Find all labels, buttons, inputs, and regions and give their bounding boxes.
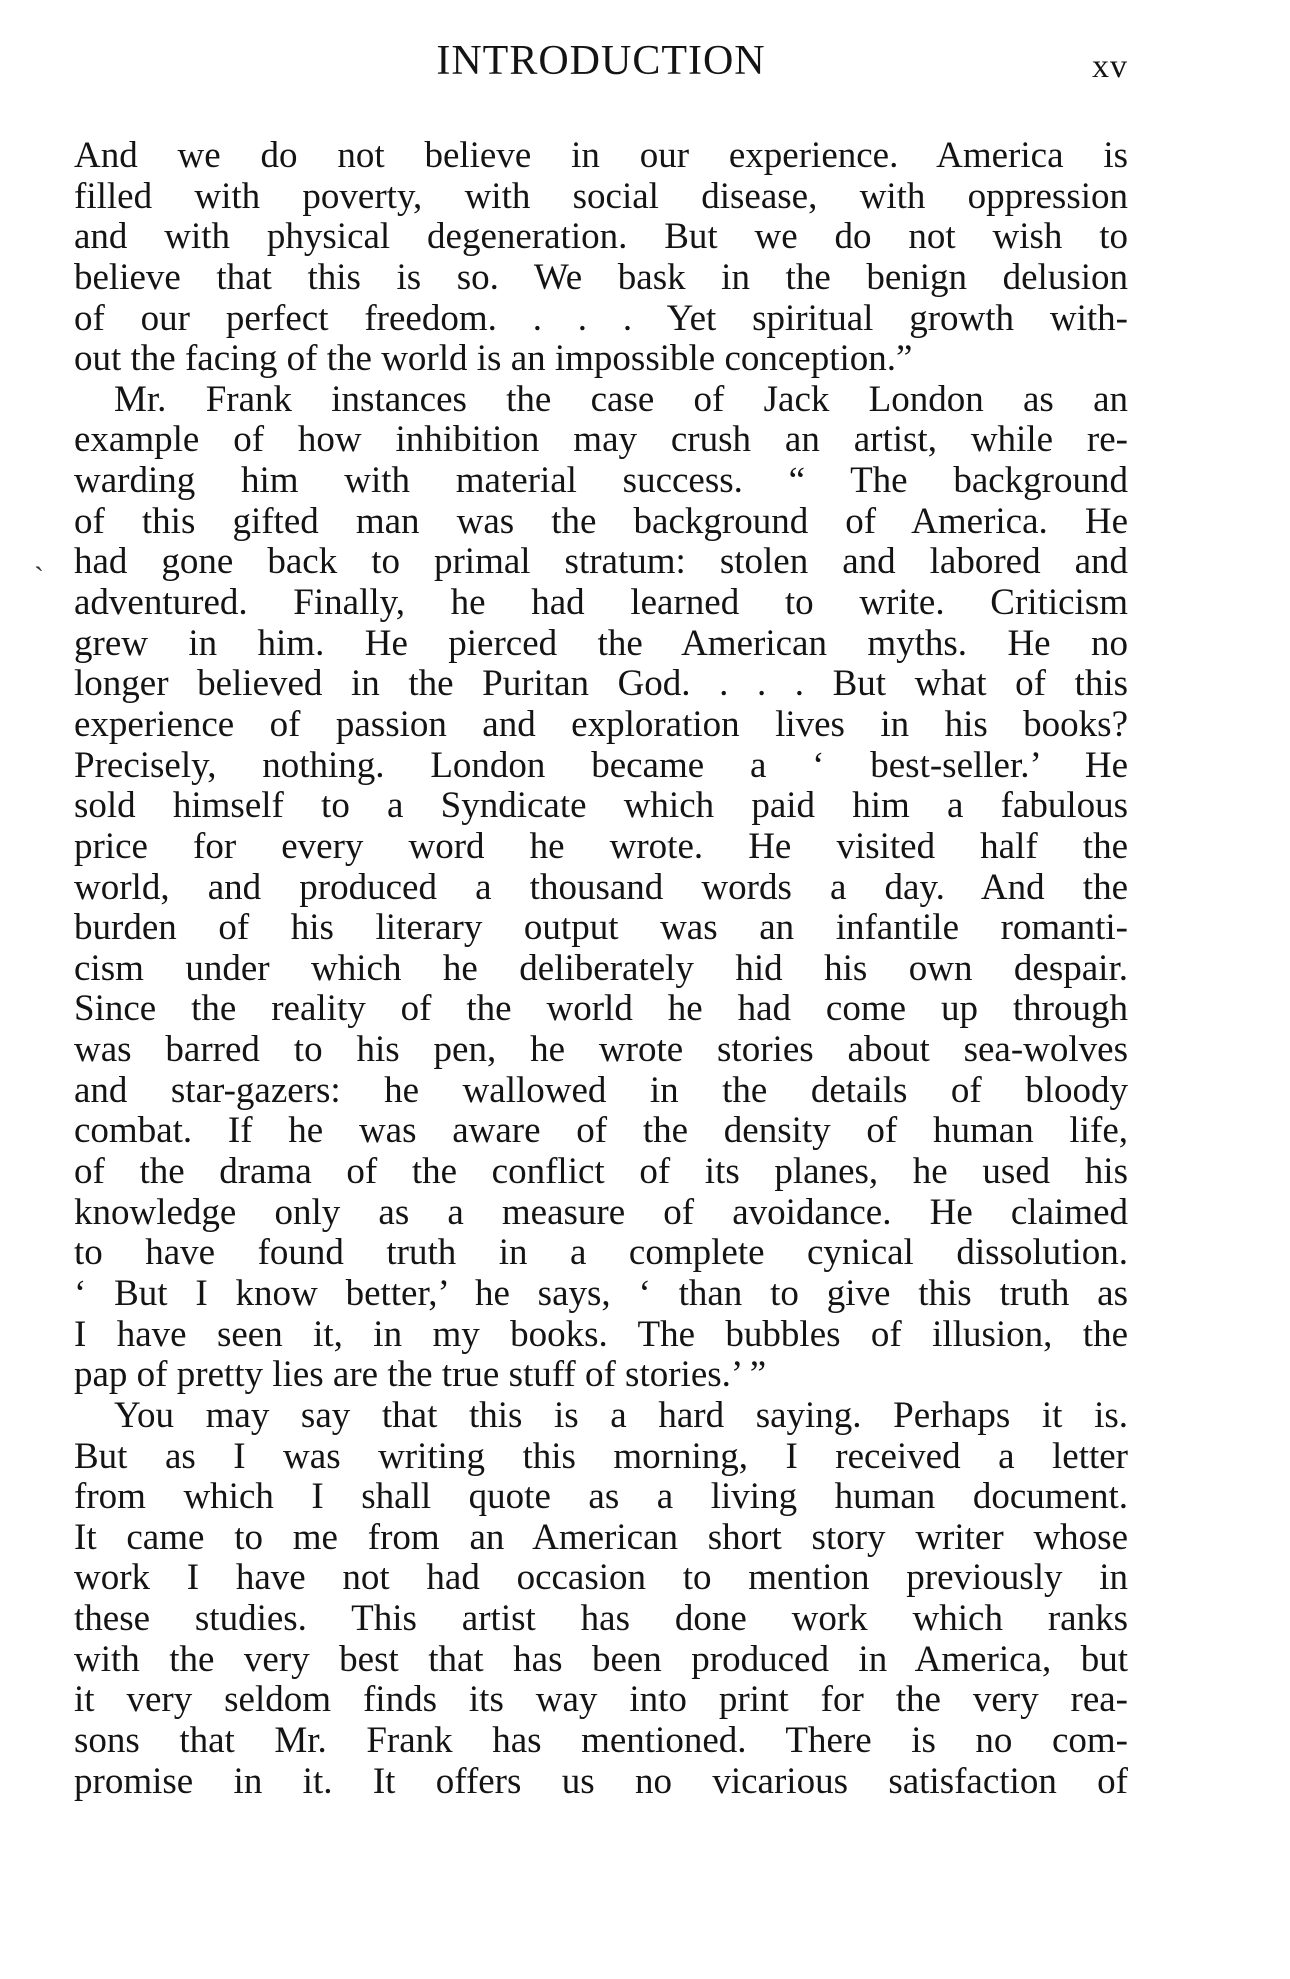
text-line: Since the reality of the world he had come up through xyxy=(74,988,1128,1030)
text-line: longer believed in the Puritan God. . . . But what of this xyxy=(74,663,1128,705)
text-line: of this gifted man was the background of America. He xyxy=(74,500,1128,542)
text-line: adventured. Finally, he had learned to write. Criticism xyxy=(74,582,1128,624)
text-line: burden of his literary output was an infantile romanti- xyxy=(74,907,1128,949)
text-line: example of how inhibition may crush an artist, while re- xyxy=(74,419,1128,461)
text-line: with the very best that has been produced in America, but xyxy=(74,1638,1128,1680)
text-line: Precisely, nothing. London became a ‘ best-seller.’ He xyxy=(74,744,1128,786)
text-line: And we do not believe in our experience. America is xyxy=(74,135,1128,176)
text-line: knowledge only as a measure of avoidance. He claimed xyxy=(74,1191,1128,1233)
text-line: and star-gazers: he wallowed in the details of bloody xyxy=(74,1069,1128,1111)
text-line: work I have not had occasion to mention previously in xyxy=(74,1557,1128,1599)
text-line: and with physical degeneration. But we do not wish to xyxy=(74,216,1128,258)
text-line: filled with poverty, with social disease, with oppression xyxy=(74,175,1128,217)
text-line: to have found truth in a complete cynical dissolution. xyxy=(74,1232,1128,1274)
text-line: sold himself to a Syndicate which paid him a fabulous xyxy=(74,785,1128,827)
text-line: ‘ But I know better,’ he says, ‘ than to give this truth as xyxy=(74,1272,1128,1314)
header-title: INTRODUCTION xyxy=(436,38,766,84)
text-line: cism under which he deliberately hid his own despair. xyxy=(74,947,1128,989)
text-line: Mr. Frank instances the case of Jack London as an xyxy=(114,378,1128,420)
text-line: believe that this is so. We bask in the benign delusion xyxy=(74,256,1128,298)
text-line: It came to me from an American short story writer whose xyxy=(74,1516,1128,1558)
text-line: world, and produced a thousand words a day. And the xyxy=(74,866,1128,908)
text-line: was barred to his pen, he wrote stories about sea-wolves xyxy=(74,1029,1128,1071)
text-line: But as I was writing this morning, I received a letter xyxy=(74,1435,1128,1477)
text-line: sons that Mr. Frank has mentioned. There is no com- xyxy=(74,1719,1128,1761)
text-line: of our perfect freedom. . . . Yet spiritual growth with- xyxy=(74,297,1128,339)
text-line: pap of pretty lies are the true stuff of stories.’ ” xyxy=(74,1354,767,1396)
text-line: promise in it. It offers us no vicarious satisfaction of xyxy=(74,1760,1128,1802)
running-header xyxy=(74,32,1128,90)
text-line: warding him with material success. “ The background xyxy=(74,460,1128,502)
page-number: xv xyxy=(1092,48,1128,85)
text-line: it very seldom finds its way into print for the very rea- xyxy=(74,1679,1128,1721)
text-line: experience of passion and exploration lives in his books? xyxy=(74,703,1128,745)
text-line: combat. If he was aware of the density of human life, xyxy=(74,1110,1128,1152)
text-line: out the facing of the world is an impossible conception.” xyxy=(74,338,913,380)
text-line: from which I shall quote as a living human document. xyxy=(74,1476,1128,1518)
text-line: I have seen it, in my books. The bubbles of illusion, the xyxy=(74,1313,1128,1355)
body-text xyxy=(74,136,1128,1802)
text-line: of the drama of the conflict of its planes, he used his xyxy=(74,1151,1128,1193)
margin-mark: ` xyxy=(34,561,44,594)
text-line: price for every word he wrote. He visited half the xyxy=(74,825,1128,867)
text-line: grew in him. He pierced the American myths. He no xyxy=(74,622,1128,664)
text-line: had gone back to primal stratum: stolen and labored and xyxy=(74,541,1128,583)
text-line: You may say that this is a hard saying. Perhaps it is. xyxy=(114,1394,1128,1436)
text-line: these studies. This artist has done work which ranks xyxy=(74,1598,1128,1640)
